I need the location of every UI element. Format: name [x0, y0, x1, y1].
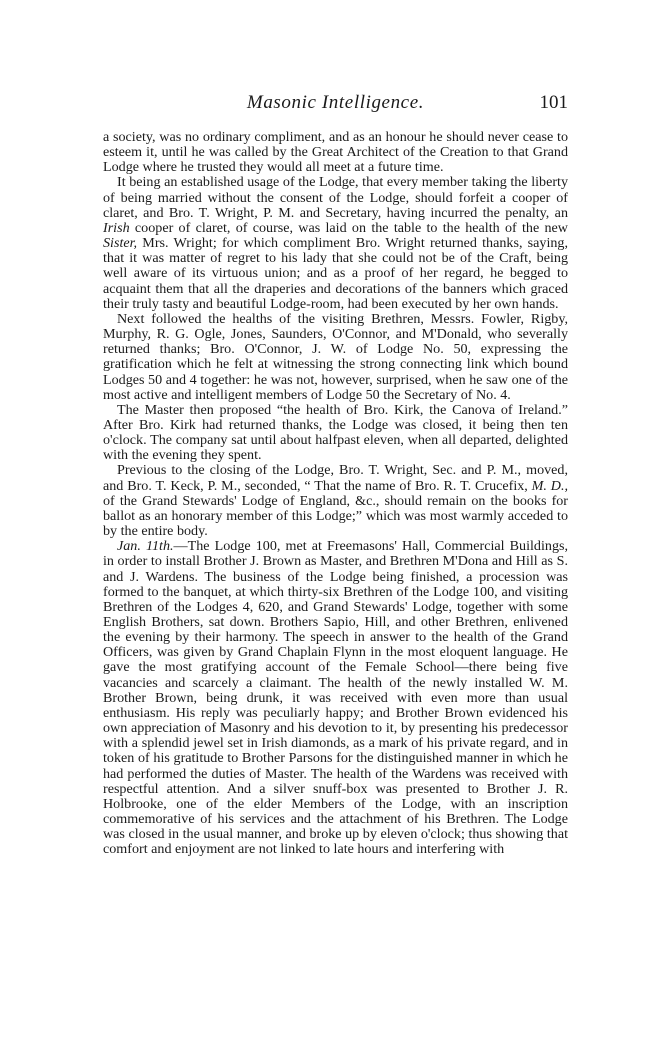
- paragraph-4: [103, 403, 568, 464]
- paragraph-3-text: Next followed the healths of the visiting Brethren, Messrs. Fowler, Rigby, Murphy, R. G. Ogle, Jones, Saunders, O'Connor, and M'Donald, who severally returned thanks; Bro. O'Connor, J. W. of Lodge No. 50, expressing the gratification which he felt at witnessing the strong connecting link which bound Lodges 50 and 4 together: he was not, however, surprised, when he saw one of the most active and intelligent members of Lodge 50 the Secretary of No. 4.: [103, 310, 568, 403]
- page-header: [103, 92, 568, 118]
- paragraph-2-italic-sister: Sister,: [103, 235, 138, 252]
- paragraph-5-text-a: Previous to the closing of the Lodge, Bro. T. Wright, Sec. and P. M., moved, and Bro. T. Keck, P. M., seconded, “ That the name of Bro. R. T. Crucefix,: [103, 462, 568, 494]
- paragraph-6-date: Jan. 11th.: [117, 538, 174, 555]
- paragraph-6-text: —The Lodge 100, met at Freemasons' Hall, Commercial Buildings, in order to install Brother J. Brown as Master, and Brethren M'Dona and Hill as S. and J. Wardens. The business of the Lodge being finished, a procession was formed to the banquet, at which thirty-six Brethren of the Lodge 100, and visiting Brethren of the Lodges 4, 620, and Grand Stewards' Lodge, together with some English Brothers, sat down. Brothers Sapio, Hill, and other Brethren, enlivened the evening by their harmony. The speech in answer to the health of the Grand Officers, was given by Grand Chaplain Flynn in the most eloquent language. He gave the most gratifying account of the Female School—there being five vacancies and scarcely a claimant. The health of the newly installed W. M. Brother Brown, being drunk, it was received with even more than usual enthusiasm. His reply was peculiarly happy; and Brother Brown evidenced his own appreciation of Masonry and his devotion to it, by presenting his predecessor with a splendid jewel set in Irish diamonds, as a mark of his private regard, and in token of his gratitude to Brother Parsons for the distinguished manner in which he had performed the duties of Master. The health of the Wardens was received with respectful attention. And a silver snuff-box was presented to Brother J. R. Holbrooke, one of the elder Members of the Lodge, with an inscription commemorative of his services and the attachment of his Brethren. The Lodge was closed in the usual manner, and broke up by eleven o'clock; thus showing that comfort and enjoyment are not linked to late hours and interfering with: [103, 538, 568, 858]
- body-text: [103, 130, 568, 858]
- paragraph-6: [103, 539, 568, 857]
- paragraph-2-text-a: It being an established usage of the Lodge, that every member taking the liberty of being married without the consent of the Lodge, should forfeit a cooper of claret, and Bro. T. Wright, P. M. and Secretary, having incurred the penalty, an: [103, 174, 568, 221]
- paragraph-2-text-b: cooper of claret, of course, was laid on the table to the health of the new: [129, 219, 568, 236]
- paragraph-2-text-c: Mrs. Wright; for which compliment Bro. Wright returned thanks, saying, that it was matter of regret to his lady that she could not be of the Craft, being well aware of its virtuous union; and as a proof of her regard, he begged to acquaint them that all the draperies and decorations of the banners which graced their truly tasty and beautiful Lodge-room, had been executed by her own hands.: [103, 235, 568, 312]
- paragraph-4-text: The Master then proposed “the health of Bro. Kirk, the Canova of Ireland.” After Bro. Kirk had returned thanks, the Lodge was closed, it being then ten o'clock. The company sat until about halfpast eleven, when all departed, delighted with the evening they spent.: [103, 401, 568, 464]
- running-title: Masonic Intelligence.: [246, 92, 425, 113]
- paragraph-1-text: a society, was no ordinary compliment, and as an honour he should never cease to esteem it, until he was called by the Great Architect of the Creation to that Grand Lodge where he trusted they would all meet at a future time.: [103, 129, 568, 176]
- paragraph-5-italic-md: M. D.,: [531, 477, 568, 494]
- page-number: 101: [539, 92, 568, 113]
- paragraph-2-italic-irish: Irish: [103, 219, 130, 236]
- paragraph-1: [103, 130, 568, 175]
- paragraph-3: [103, 312, 568, 403]
- paragraph-5-text-b: of the Grand Stewards' Lodge of England, &c., should remain on the books for ballot as an honorary member of this Lodge;” which was most warmly acceded to by the entire body.: [103, 492, 568, 540]
- paragraph-2: [103, 175, 568, 311]
- paragraph-5: [103, 463, 568, 539]
